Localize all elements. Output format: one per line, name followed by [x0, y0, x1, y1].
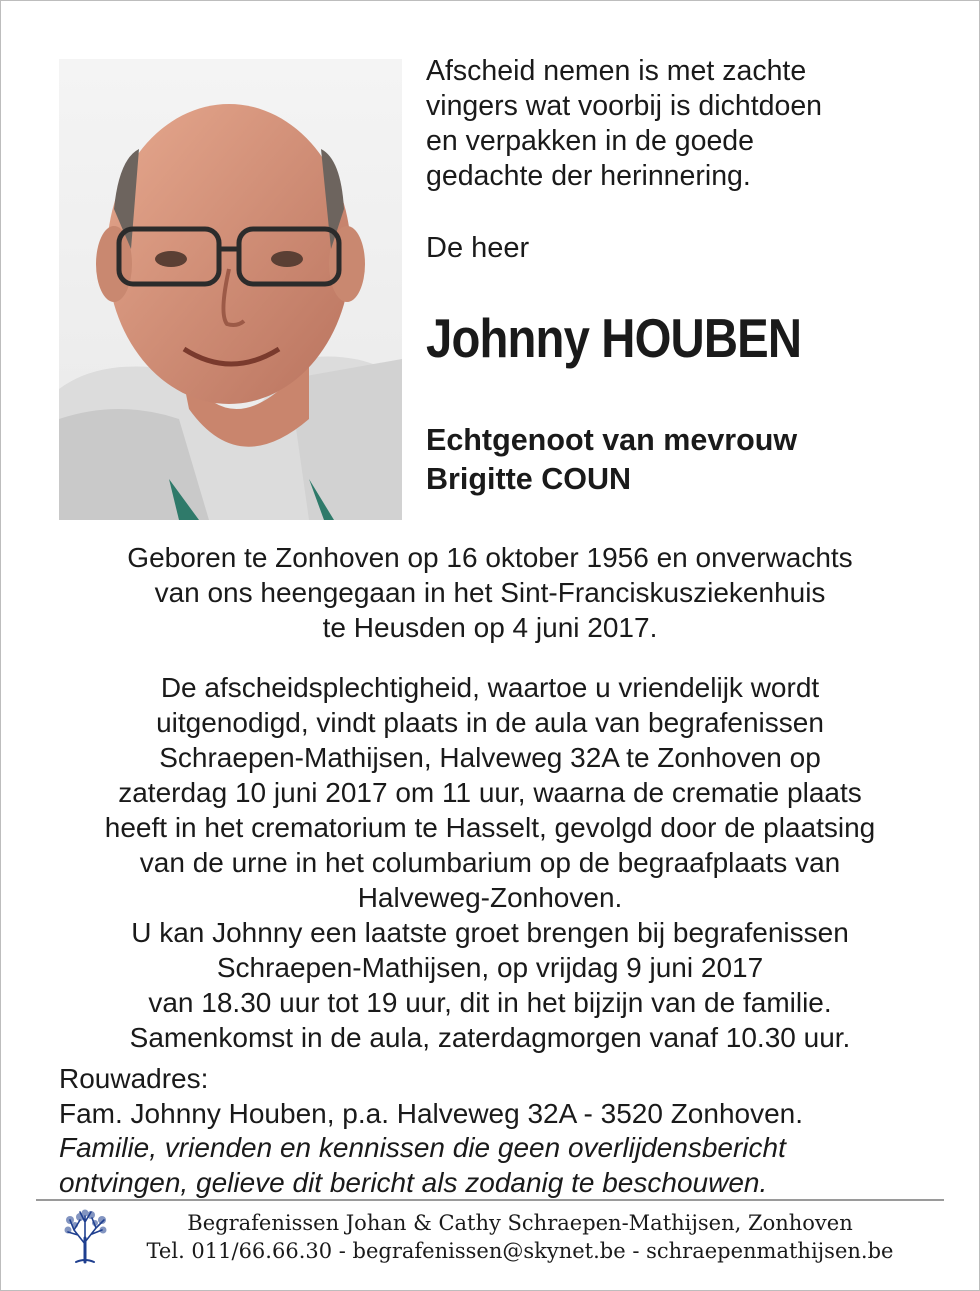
poem: [426, 54, 926, 194]
poem-line: Afscheid nemen is met zachte: [426, 55, 807, 87]
text-line: heeft in het crematorium te Hasselt, gevolgd door de plaatsing: [104, 812, 876, 843]
birth-death-paragraph: [40, 540, 940, 645]
text-line: van ons heengegaan in het Sint-Franciskusziekenhuis: [154, 577, 826, 608]
text-line: van de urne in het columbarium op de begraafplaats van: [139, 847, 841, 878]
text-line: van 18.30 uur tot 19 uur, dit in het bijzijn van de familie.: [148, 987, 832, 1018]
deceased-name: Johnny HOUBEN: [426, 307, 802, 369]
address-text: Fam. Johnny Houben, p.a. Halveweg 32A - 3520 Zonhoven.: [59, 1098, 804, 1129]
text-line: Schraepen-Mathijsen, Halveweg 32A te Zonhoven op: [159, 742, 821, 773]
text-line: De afscheidsplechtigheid, waartoe u vriendelijk wordt: [160, 672, 820, 703]
poem-line: vingers wat voorbij is dichtdoen: [426, 90, 823, 122]
divider: [36, 1199, 944, 1201]
spouse-line: Brigitte COUN: [426, 462, 632, 496]
portrait-photo: [59, 59, 402, 520]
text-line: Halveweg-Zonhoven.: [357, 882, 623, 913]
text-line: uitgenodigd, vindt plaats in de aula van begrafenissen: [156, 707, 824, 738]
notice-line: Familie, vrienden en kennissen die geen overlijdensbericht: [59, 1132, 786, 1163]
funeral-home-contact: Tel. 011/66.66.30 - begrafenissen@skynet.be - schraepenmathijsen.be: [146, 1239, 894, 1263]
text-line: te Heusden op 4 juni 2017.: [322, 612, 658, 643]
address-label-text: Rouwadres:: [59, 1063, 209, 1094]
honorific: De heer: [426, 232, 530, 264]
mourning-address: [59, 1096, 939, 1131]
notice-line: ontvingen, gelieve dit bericht als zodanig te beschouwen.: [59, 1167, 768, 1198]
ceremony-paragraph: [40, 670, 940, 1055]
text-line: Schraepen-Mathijsen, op vrijdag 9 juni 2017: [216, 952, 764, 983]
spouse-line: Echtgenoot van mevrouw: [426, 423, 798, 457]
text-line: zaterdag 10 juni 2017 om 11 uur, waarna de crematie plaats: [118, 777, 862, 808]
tree-icon: [62, 1208, 108, 1264]
notice: [59, 1130, 939, 1200]
poem-line: gedachte der herinnering.: [426, 160, 751, 192]
spouse-info: [426, 421, 797, 499]
poem-line: en verpakken in de goede: [426, 125, 755, 157]
funeral-home-name: Begrafenissen Johan & Cathy Schraepen-Mathijsen, Zonhoven: [187, 1211, 853, 1235]
text-line: Samenkomst in de aula, zaterdagmorgen vanaf 10.30 uur.: [129, 1022, 851, 1053]
address-label: [59, 1061, 939, 1096]
text-line: U kan Johnny een laatste groet brengen bij begrafenissen: [131, 917, 849, 948]
text-line: Geboren te Zonhoven op 16 oktober 1956 en onverwachts: [127, 542, 853, 573]
